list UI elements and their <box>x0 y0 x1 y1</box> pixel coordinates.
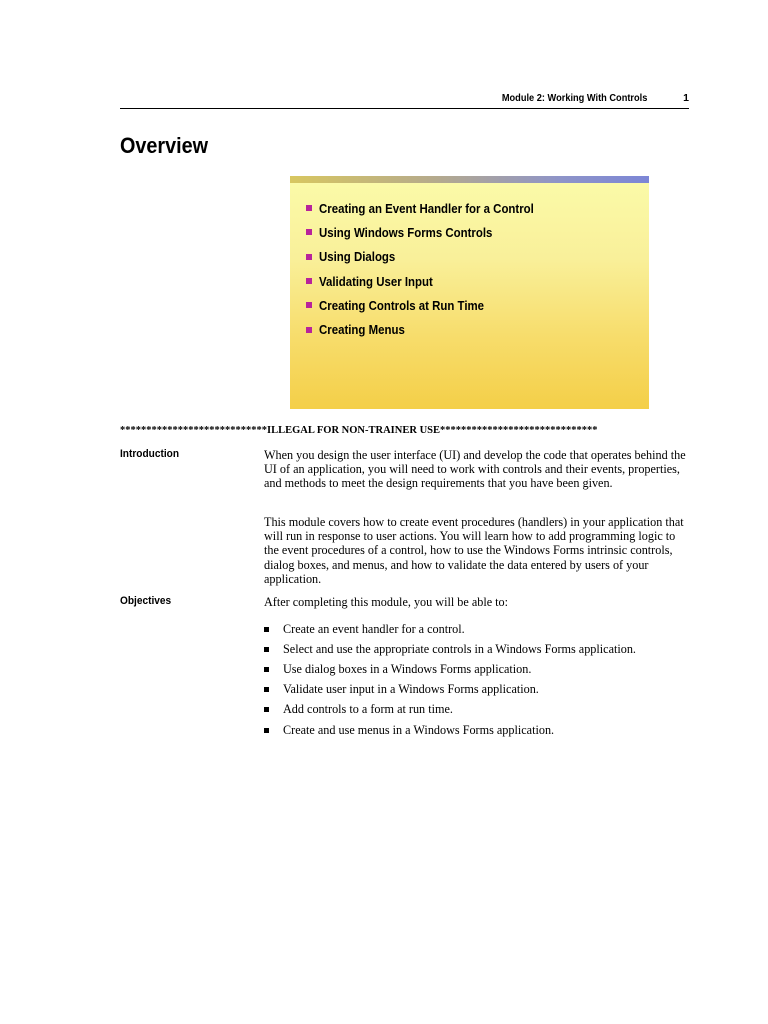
square-bullet-icon <box>306 205 312 211</box>
square-bullet-icon <box>306 302 312 308</box>
page-header <box>120 90 689 109</box>
slide-bullet-item: Creating Controls at Run Time <box>306 293 563 317</box>
slide-bullet-list <box>306 196 563 342</box>
square-bullet-icon <box>306 254 312 260</box>
objective-item: Use dialog boxes in a Windows Forms application. <box>264 659 689 679</box>
objective-item: Select and use the appropriate controls in a Windows Forms application. <box>264 639 689 659</box>
square-bullet-icon <box>264 627 269 632</box>
square-bullet-icon <box>264 728 269 733</box>
objective-item: Create an event handler for a control. <box>264 619 689 639</box>
objective-item: Add controls to a form at run time. <box>264 700 689 720</box>
page-title: Overview <box>120 133 209 158</box>
introduction-paragraph: This module covers how to create event procedures (handlers) in your application that will run in response to user actions. You will learn how to add programming logic to the event procedures of a control, how to use the Windows Forms intrinsic controls, dialog boxes, and menus, and how to validate the data entered by users of your application. <box>264 515 684 586</box>
square-bullet-icon <box>306 229 312 235</box>
square-bullet-icon <box>264 687 269 692</box>
introduction-label: Introduction <box>120 448 180 460</box>
module-title: Module 2: Working With Controls <box>501 92 647 104</box>
square-bullet-icon <box>306 327 312 333</box>
objectives-list <box>264 619 689 740</box>
objective-item: Create and use menus in a Windows Forms application. <box>264 720 689 740</box>
square-bullet-icon <box>264 707 269 712</box>
objective-item: Validate user input in a Windows Forms application. <box>264 680 689 700</box>
square-bullet-icon <box>264 647 269 652</box>
slide-title-bar <box>290 176 649 183</box>
square-bullet-icon <box>306 278 312 284</box>
trainer-notice: ****************************ILLEGAL FOR NON-TRAINER USE****************************** <box>120 425 598 436</box>
objectives-intro: After completing this module, you will be able to: <box>264 595 509 609</box>
introduction-paragraph: When you design the user interface (UI) and develop the code that operates behind the UI of an application, you will need to work with controls and their events, properties, and methods to meet the design requirements that you have been given. <box>264 448 686 491</box>
slide-bullet-item: Creating an Event Handler for a Control <box>306 196 563 220</box>
slide-bullet-item: Using Dialogs <box>306 245 563 269</box>
slide-bullet-item: Validating User Input <box>306 269 563 293</box>
overview-slide <box>290 176 649 409</box>
square-bullet-icon <box>264 667 269 672</box>
objectives-label: Objectives <box>120 595 172 607</box>
slide-bullet-item: Using Windows Forms Controls <box>306 220 563 244</box>
page-number: 1 <box>683 92 689 104</box>
slide-bullet-item: Creating Menus <box>306 317 563 341</box>
